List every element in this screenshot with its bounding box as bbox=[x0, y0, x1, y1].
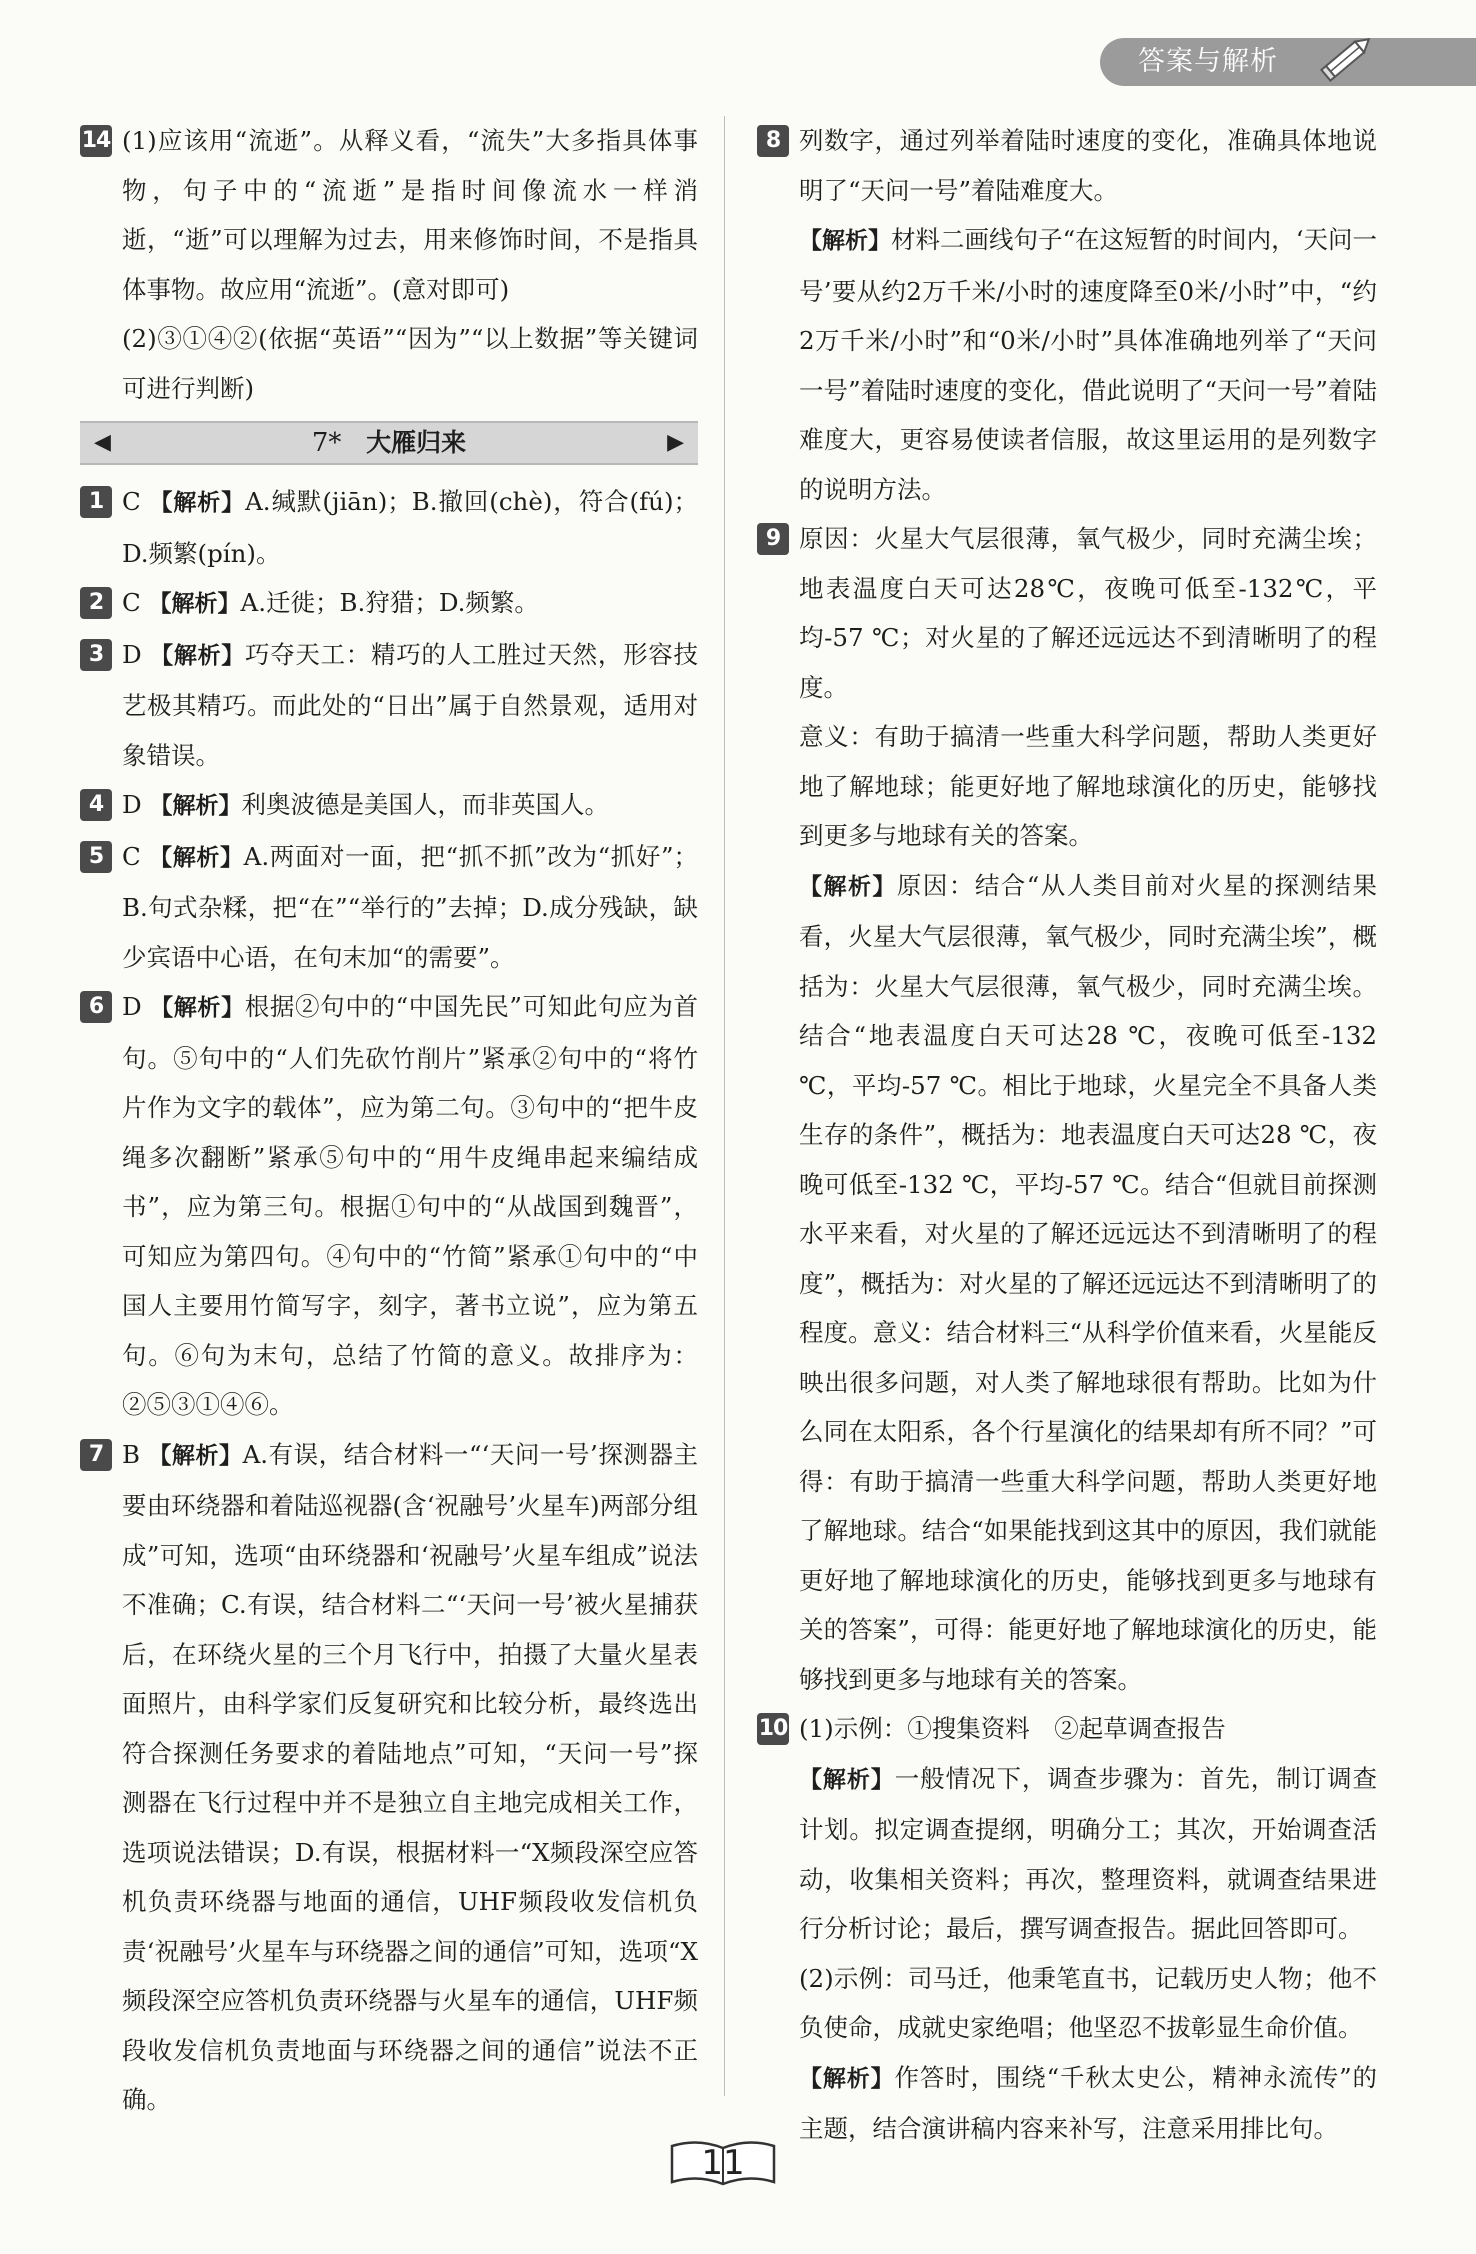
answer-choice: C bbox=[122, 487, 141, 516]
question-number: 8 bbox=[757, 125, 789, 157]
answer-text: (1)示例：①搜集资料 ②起草调查报告 bbox=[799, 1714, 1226, 1743]
section-heading bbox=[80, 421, 698, 465]
question-5 bbox=[80, 832, 698, 983]
question-14 bbox=[80, 116, 698, 413]
page-number bbox=[668, 2136, 778, 2190]
analysis-tag: 【解析】 bbox=[799, 228, 892, 254]
question-number: 9 bbox=[757, 523, 789, 555]
answer-choice: D bbox=[122, 790, 142, 819]
left-arrow-icon: ◀ bbox=[94, 430, 111, 455]
question-9 bbox=[757, 514, 1377, 1704]
analysis-tag: 【解析】 bbox=[149, 490, 246, 516]
header-title: 答案与解析 bbox=[1138, 46, 1278, 77]
question-8 bbox=[757, 116, 1377, 514]
question-number: 14 bbox=[80, 125, 112, 157]
question-10 bbox=[757, 1704, 1377, 2154]
question-6 bbox=[80, 982, 698, 1430]
question-number: 10 bbox=[757, 1713, 789, 1745]
answer-choice: D bbox=[122, 639, 142, 669]
analysis-text: 巧夺天工：精巧的人工胜过天然，形容技艺极其精巧。而此处的“日出”属于自然景观，适用对象错误。 bbox=[122, 639, 698, 770]
analysis-tag: 【解析】 bbox=[148, 1442, 243, 1469]
answer-text: 列数字，通过列举着陆时速度的变化，准确具体地说明了“天问一号”着陆难度大。 bbox=[799, 126, 1377, 205]
analysis-text: 材料二画线句子“在这短暂的时间内，‘天问一号’要从约2万千米/小时的速度降至0米/小时”中，“约2万千米/小时”和“0米/小时”具体准确地列举了“天问一号”着陆时速度的变化，借此说明了“天问一号”着陆难度大，更容易使读者信服，故这里运用的是列数字的说明方法。 bbox=[799, 225, 1377, 504]
page-number-text: 11 bbox=[701, 2143, 745, 2183]
question-number: 2 bbox=[80, 587, 112, 619]
question-number: 5 bbox=[80, 841, 112, 873]
analysis-text: A.缄默(jiān)；B.撤回(chè)，符合(fú)；D.频繁(pín)。 bbox=[122, 487, 698, 568]
pencil-icon bbox=[1318, 28, 1378, 88]
analysis-text: 作答时，围绕“千秋太史公，精神永流传”的主题，结合演讲稿内容来补写，注意采用排比句。 bbox=[799, 2062, 1377, 2143]
question-number: 4 bbox=[80, 789, 112, 821]
right-column bbox=[757, 116, 1377, 2154]
answer-text: 意义：有助于搞清一些重大科学问题，帮助人类更好地了解地球；能更好地了解地球演化的历史，能够找到更多与地球有关的答案。 bbox=[799, 722, 1377, 850]
section-number: 7* bbox=[311, 428, 342, 458]
analysis-tag: 【解析】 bbox=[150, 995, 245, 1021]
analysis-text: 一般情况下，调查步骤为：首先，制订调查计划。拟定调查提纲，明确分工；其次，开始调查活动，收集相关资料；再次，整理资料，就调查结果进行分析讨论；最后，撰写调查报告。据此回答即可。 bbox=[799, 1763, 1378, 1943]
answer-text: 原因：火星大气层很薄，氧气极少，同时充满尘埃；地表温度白天可达28℃，夜晚可低至-132℃，平均-57 ℃；对火星的了解还远远达不到清晰明了的程度。 bbox=[799, 524, 1377, 702]
analysis-text: 原因：结合“从人类目前对火星的探测结果看，火星大气层很薄，氧气极少，同时充满尘埃”，概括为：火星大气层很薄，氧气极少，同时充满尘埃。结合“地表温度白天可达28 ℃，夜晚可低至-132 ℃，平均-57 ℃。相比于地球，火星完全不具备人类生存的条件”，概括为：地表温度白天可达28 ℃，夜晚可低至-132 ℃，平均-57 ℃。结合“但就目前探测水平来看，对火星的了解还远远达不到清晰明了的程度”，概括为：对火星的了解还远远达不到清晰明了的程度。意义：结合材料三“从科学价值来看，火星能反映出很多问题，对人类了解地球很有帮助。比如为什么同在太阳系，各个行星演化的结果却有所不同？”可得：有助于搞清一些重大科学问题，帮助人类更好地了解地球。结合“如果能找到这其中的原因，我们就能更好地了解地球演化的历史，能够找到更多与地球有关的答案”，可得：能更好地了解地球演化的历史，能够找到更多与地球有关的答案。 bbox=[799, 870, 1377, 1694]
answer-choice: C bbox=[122, 841, 141, 871]
analysis-tag: 【解析】 bbox=[149, 844, 244, 871]
section-title: 大雁归来 bbox=[366, 428, 467, 457]
answer-text: (1)应该用“流逝”。从释义看，“流失”大多指具体事物，句子中的“流逝”是指时间像流水一样消逝，“逝”可以理解为过去，用来修饰时间，不是指具体事物。故应用“流逝”。(意对即可) bbox=[122, 126, 698, 304]
question-4 bbox=[80, 780, 698, 832]
analysis-tag: 【解析】 bbox=[799, 1766, 895, 1793]
answer-text: (2)示例：司马迁，他秉笔直书，记载历史人物；他不负使命，成就史家绝唱；他坚忍不拔彰显生命价值。 bbox=[799, 1963, 1377, 2042]
question-number: 3 bbox=[80, 639, 112, 671]
question-number: 7 bbox=[80, 1439, 112, 1471]
question-1 bbox=[80, 477, 698, 578]
question-2 bbox=[80, 578, 698, 630]
analysis-tag: 【解析】 bbox=[150, 642, 245, 669]
answer-choice: B bbox=[122, 1439, 141, 1469]
question-number: 6 bbox=[80, 991, 112, 1023]
analysis-text: 根据②句中的“中国先民”可知此句应为首句。⑤句中的“人们先砍竹削片”紧承②句中的“将竹片作为文字的载体”，应为第二句。③句中的“把牛皮绳多次翻断”紧承⑤句中的“用牛皮绳串起来编结成书”，应为第三句。根据①句中的“从战国到魏晋”，可知应为第四句。④句中的“竹简”紧承①句中的“中国人主要用竹简写字，刻字，著书立说”，应为第五句。⑥句为末句，总结了竹简的意义。故排序为：②⑤③①④⑥。 bbox=[122, 992, 698, 1419]
question-7 bbox=[80, 1430, 698, 2125]
question-3 bbox=[80, 630, 698, 781]
analysis-tag: 【解析】 bbox=[149, 793, 242, 819]
analysis-text: 利奥波德是美国人，而非英国人。 bbox=[241, 790, 609, 819]
answer-text: (2)③①④②(依据“英语”“因为”“以上数据”等关键词可进行判断) bbox=[122, 324, 698, 403]
analysis-tag: 【解析】 bbox=[799, 873, 897, 900]
analysis-tag: 【解析】 bbox=[148, 591, 241, 617]
analysis-text: A.迁徙；B.狩猎；D.频繁。 bbox=[240, 588, 539, 617]
analysis-text: A.有误，结合材料一“‘天问一号’探测器主要由环绕器和着陆巡视器(含‘祝融号’火星车)两部分组成”可知，选项“由环绕器和‘祝融号’火星车组成”说法不准确；C.有误，结合材料二“‘天问一号’被火星捕获后，在环绕火星的三个月飞行中，拍摄了大量火星表面照片，由科学家们反复研究和比较分析，最终选出符合探测任务要求的着陆地点”可知，“天问一号”探测器在飞行过程中并不是独立自主地完成相关工作，选项说法错误；D.有误，根据材料一“X频段深空应答机负责环绕器与地面的通信，UHF频段收发信机负责‘祝融号’火星车与环绕器之间的通信”可知，选项“X频段深空应答机负责环绕器与火星车的通信，UHF频段收发信机负责地面与环绕器之间的通信”说法不正确。 bbox=[122, 1439, 698, 2114]
analysis-tag: 【解析】 bbox=[799, 2065, 895, 2092]
answer-choice: C bbox=[122, 588, 141, 617]
left-column bbox=[80, 116, 698, 2125]
analysis-text: A.两面对一面，把“抓不抓”改为“抓好”；B.句式杂糅，把“在”“举行的”去掉；D.成分残缺，缺少宾语中心语，在句末加“的需要”。 bbox=[122, 841, 698, 972]
column-divider bbox=[724, 116, 725, 2096]
right-arrow-icon: ▶ bbox=[667, 430, 684, 455]
answer-choice: D bbox=[122, 992, 142, 1021]
question-number: 1 bbox=[80, 486, 112, 518]
